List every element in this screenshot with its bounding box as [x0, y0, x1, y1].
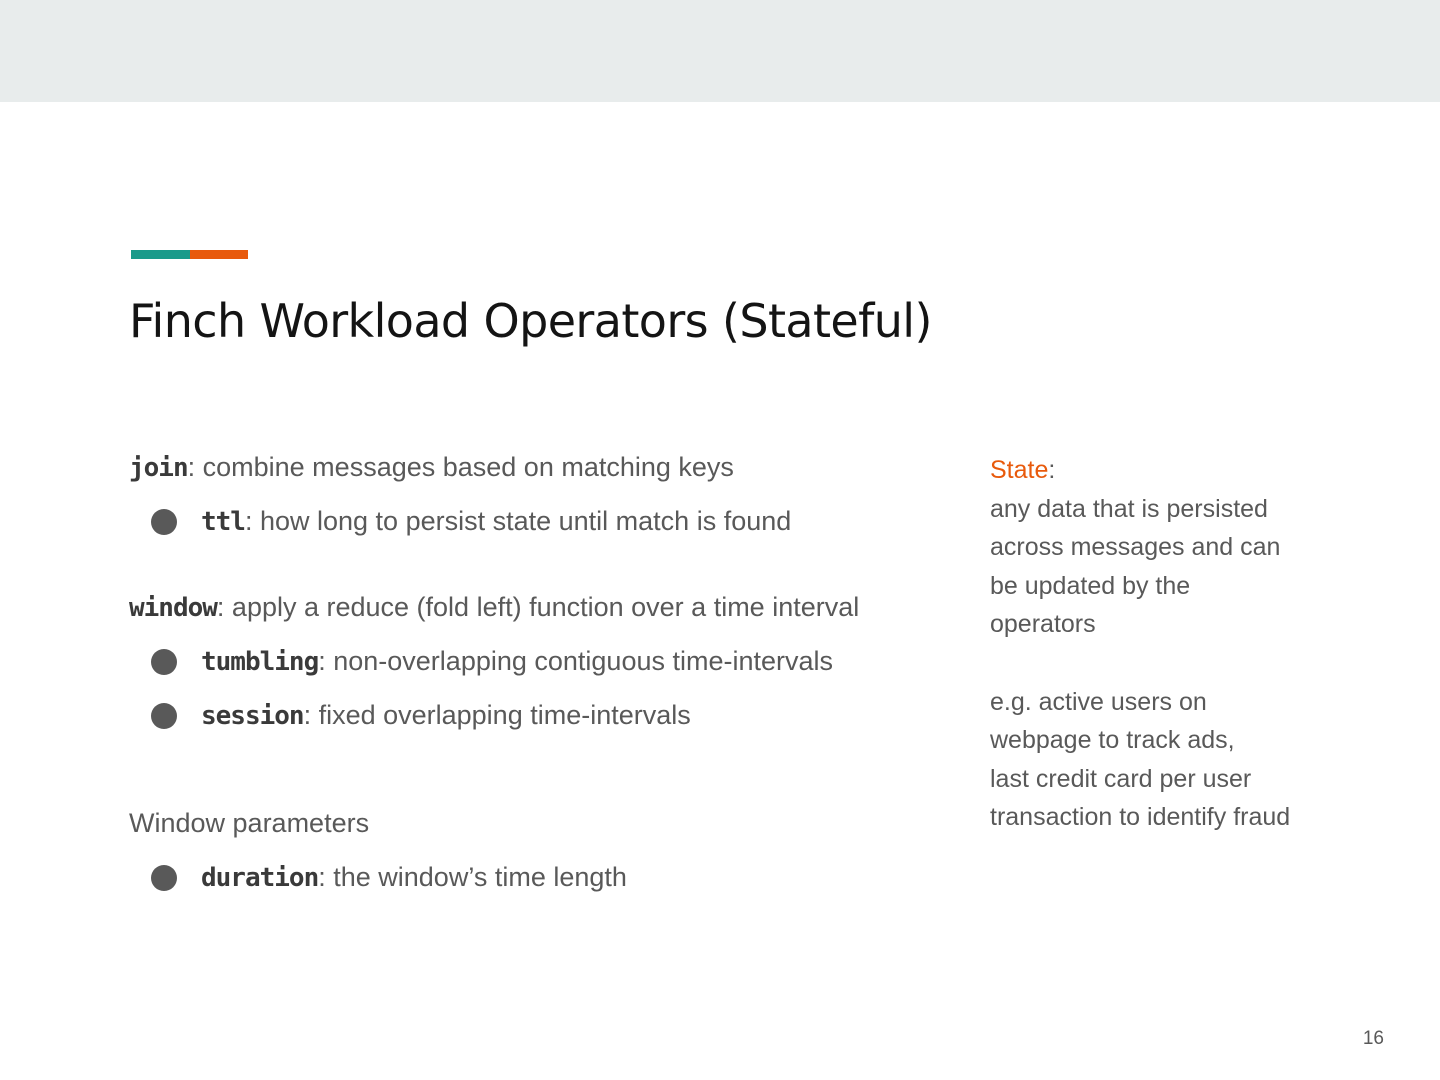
window-keyword: window	[129, 593, 217, 623]
tumbling-description: : non-overlapping contiguous time-intervals	[318, 646, 834, 676]
state-definition-line: operators	[990, 610, 1096, 639]
duration-item	[151, 862, 627, 893]
bullet-icon	[151, 649, 177, 675]
window-description: : apply a reduce (fold left) function over a time interval	[216, 592, 860, 622]
bullet-icon	[151, 703, 177, 729]
bullet-icon	[151, 509, 177, 535]
tumbling-item	[151, 646, 833, 677]
bullet-icon	[151, 865, 177, 891]
accent-teal-segment	[131, 250, 190, 259]
join-item	[129, 452, 734, 483]
window-item	[129, 592, 859, 623]
ttl-item	[151, 506, 791, 537]
state-example-line: last credit card per user	[990, 764, 1252, 793]
state-example-line: webpage to track ads,	[990, 726, 1235, 755]
tumbling-keyword: tumbling	[201, 646, 319, 677]
state-example-line: e.g. active users on	[990, 687, 1207, 716]
join-keyword: join	[129, 453, 188, 483]
state-definition-line: any data that is persisted	[990, 494, 1268, 523]
accent-orange-segment	[190, 250, 248, 259]
session-description: : fixed overlapping time-intervals	[303, 700, 691, 730]
state-definition-line: across messages and can	[990, 533, 1281, 562]
page-number: 16	[1362, 1028, 1384, 1049]
duration-description: : the window’s time length	[318, 862, 627, 892]
state-example-line: transaction to identify fraud	[990, 803, 1291, 832]
state-label: State	[990, 456, 1049, 484]
slide-title: Finch Workload Operators (Stateful)	[129, 294, 932, 348]
state-heading	[990, 451, 1370, 490]
title-accent-bar	[131, 250, 248, 259]
duration-keyword: duration	[201, 862, 319, 893]
ttl-keyword: ttl	[201, 506, 245, 537]
spacer	[990, 644, 1370, 683]
state-sidebar	[990, 451, 1370, 837]
state-colon: :	[1048, 456, 1056, 484]
window-parameters-heading: Window parameters	[129, 808, 370, 838]
session-item	[151, 700, 691, 731]
header-band	[0, 0, 1440, 102]
session-keyword: session	[201, 700, 304, 731]
ttl-description: : how long to persist state until match is found	[244, 506, 792, 536]
join-description: : combine messages based on matching keys	[187, 452, 734, 482]
state-definition-line: be updated by the	[990, 571, 1191, 600]
